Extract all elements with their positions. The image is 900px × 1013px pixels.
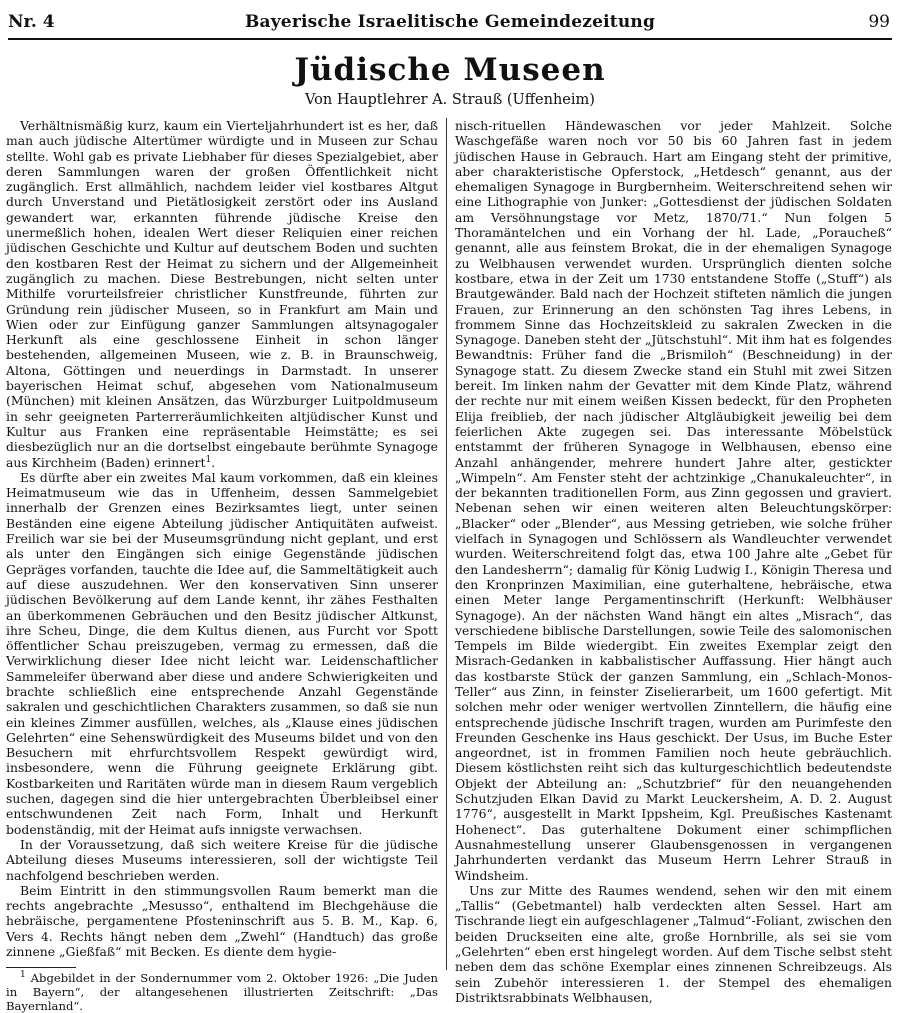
article-title: Jüdische Museen bbox=[294, 52, 606, 88]
header-rule bbox=[8, 38, 892, 40]
paragraph: Es dürfte aber ein zweites Mal kaum vorkommen, daß ein kleines Heimatmuseum wie das in Uffenheim, dessen Sammelgebiet innerhalb der Grenzen eines Bezirksamtes liegt, unter seinen Beständen eine eigene Abteilung jüdischer Antiquitäten aufweist. Freilich war sie bei der Museumsgründung nicht geplant, und erst als unter den Eingängen sich einige Gegenstände jüdischen Gepräges vorfanden, tauchte die Idee auf, die Sammeltätigkeit auch auf diese auszudehnen. Wer den konservativen Sinn unserer jüdischen Bevölkerung auf dem Lande kennt, ihr zähes Festhalten an überkommenen Gebräuchen und den Besitz jüdischer Altkunst, ihre Scheu, Dinge, die dem Kultus dienen, aus Furcht vor Spott öffentlicher Schau preiszugeben, vermag zu ermessen, daß die Verwirklichung dieser Idee nicht leicht war. Leidenschaftlicher Sammeleifer überwand aber diese und andere Schwierigkeiten und brachte schließlich eine entsprechende Anzahl Gegenstände sakralen und geschichtlichen Charakters zusammen, so daß sie nun ein kleines Zimmer ausfüllen, welches, als „Klause eines jüdischen Gelehrten“ eine Sehenswürdigkeit des Museums bildet und von den Besuchern mit ehrfurchtsvollem Respekt gewürdigt wird, insbesondere, wenn die Führung geeignete Erklärung gibt. Kostbarkeiten und Raritäten würde man in diesem Raum vergeblich suchen, dagegen sind die hier untergebrachten Überbleibsel einer entschwundenen Zeit nach Form, Inhalt und Herkunft bodenständig, mit der Heimat aufs innigste verwachsen. bbox=[6, 469, 438, 837]
footnote-text: Abgebildet in der Sondernummer vom 2. Oktober 1926: „Die Juden in Bayern“, der altangesehenen illustrierten Zeitschrift: „Das Bayernland“. bbox=[6, 971, 438, 1013]
issue-number: Nr. 4 bbox=[8, 12, 55, 32]
paragraph-text: Verhältnismäßig kurz, kaum ein Vierteljahrhundert ist es her, daß man auch jüdische Altertümer würdigte und in Museen zur Schau stellte. Wohl gab es private Liebhaber für dieses Spezialgebiet, aber deren Sammlungen waren der großen Öffentlichkeit nicht zugänglich. Erst allmählich, nachdem leider viel kostbares Altgut durch Unverstand und Pietätlosigkeit zerstört oder ins Ausland gewandert war, erkannten führende jüdische Kreise den unermeßlich hohen, idealen Wert dieser Reliquien einer reichen jüdischen Geschichte und Kultur auf deutschem Boden und suchten den kostbaren Rest der Heimat zu sichern und der Allgemeinheit zugänglich zu machen. Diese Bestrebungen, nicht selten unter Mithilfe vorurteilsfreier christlicher Kunstfreunde, führten zur Gründung rein jüdischer Museen, so in Frankfurt am Main und Wien oder zur Einfügung ganzer Sammlungen altsynagogaler Herkunft als eine geschlossene Einheit in schon länger bestehenden, allgemeinen Museen, wie z. B. in Braunschweig, Altona, Göttingen und neuerdings in Darmstadt. In unserer bayerischen Heimat schuf, abgesehen vom Nationalmuseum (München) mit kleinen Ansätzen, das Würzburger Luitpoldmuseum in sehr geeigneten Parterreräumlichkeiten altjüdischer Kunst und Kultur aus Franken eine repräsentable Heimstätte; es sei diesbezüglich nur an die dortselbst eingebaute berühmte Synagoge aus Kirchheim (Baden) erinnert bbox=[6, 118, 438, 470]
paragraph: Beim Eintritt in den stimmungsvollen Raum bemerkt man die rechts angebrachte „Mesusso“, enthaltend im Blechgehäuse die hebräische, pergamentene Pfosteninschrift aus 5. B. M., Kap. 6, Vers 4. Rechts hängt neben dem „Zwehl“ (Handtuch) das große zinnene „Gießfaß“ mit Becken. Es diente dem hygie- bbox=[6, 882, 438, 960]
article-byline: Von Hauptlehrer A. Strauß (Uffenheim) bbox=[305, 92, 595, 108]
paragraph: Verhältnismäßig kurz, kaum ein Vierteljahrhundert ist es her, daß man auch jüdische Altertümer würdigte und in Museen zur Schau stellte. Wohl gab es private Liebhaber für dieses Spezialgebiet, aber deren Sammlungen waren der großen Öffentlichkeit nicht zugänglich. Erst allmählich, nachdem leider viel kostbares Altgut durch Unverstand und Pietätlosigkeit zerstört oder ins Ausland gewandert war, erkannten führende jüdische Kreise den unermeßlich hohen, idealen Wert dieser Reliquien einer reichen jüdischen Geschichte und Kultur auf deutschem Boden und suchten den kostbaren Rest der Heimat zu sichern und der Allgemeinheit zugänglich zu machen. Diese Bestrebungen, nicht selten unter Mithilfe vorurteilsfreier christlicher Kunstfreunde, führten zur Gründung rein jüdischer Museen, so in Frankfurt am Main und Wien oder zur Einfügung ganzer Sammlungen altsynagogaler Herkunft als eine geschlossene Einheit in schon länger bestehenden, allgemeinen Museen, wie z. B. in Braunschweig, Altona, Göttingen und neuerdings in Darmstadt. In unserer bayerischen Heimat schuf, abgesehen vom Nationalmuseum (München) mit kleinen Ansätzen, das Würzburger Luitpoldmuseum in sehr geeigneten Parterreräumlichkeiten altjüdischer Kunst und Kultur aus Franken eine repräsentable Heimstätte; es sei diesbezüglich nur an die dortselbst eingebaute berühmte Synagoge aus Kirchheim (Baden) erinnert$^1$. bbox=[6, 118, 438, 470]
footnote-marker: 1 bbox=[20, 970, 26, 981]
page-number: 99 bbox=[868, 12, 890, 32]
footnote-divider bbox=[6, 967, 76, 968]
journal-name: Bayerische Israelitische Gemeindezeitung bbox=[244, 12, 656, 32]
paragraph: Uns zur Mitte des Raumes wendend, sehen wir den mit einem „Tallis“ (Gebetmantel) halb verdeckten alten Sessel. Hart am Tischrande liegt ein aufgeschlagener „Talmud“-Foliant, zwischen den beiden Druckseiten eine alte, große Hornbrille, als sei sie vom „Gelehrten“ eben erst hingelegt worden. Auf dem Tische selbst steht neben dem das schöne Exemplar eines zinnenen Schreibzeugs. Als sein Zubehör interessieren 1. der Stempel des ehemaligen Distriktsrabbinats Welbhausen, bbox=[455, 882, 892, 1005]
page-header bbox=[8, 6, 892, 36]
column-divider bbox=[446, 118, 447, 970]
footnote bbox=[6, 971, 438, 1013]
right-column bbox=[455, 118, 892, 1005]
footnote-reference: 1 bbox=[205, 454, 212, 465]
paragraph: In der Voraussetzung, daß sich weitere Kreise für die jüdische Abteilung dieses Museums interessieren, soll der wichtigste Teil nachfolgend beschrieben werden. bbox=[6, 836, 438, 883]
paragraph: nisch-rituellen Händewaschen vor jeder Mahlzeit. Solche Waschgefäße waren noch vor 50 bis 60 Jahren fast in jedem jüdischen Hause in Gebrauch. Hart am Eingang steht der primitive, aber charakteristische Opferstock, „Hetdesch“ genannt, aus der ehemaligen Synagoge in Burgbernheim. Weiterschreitend sehen wir eine Lithographie von Junker: „Gottesdienst der jüdischen Soldaten am Versöhnungstage vor Metz, 1870/71.“ Nun folgen 5 Thoramäntelchen und ein Vorhang der hl. Lade, „Poraucheß“ genannt, alle aus feinstem Brokat, die in der ehemaligen Synagoge zu Welbhausen verwendet wurden. Ursprünglich dienten solche kostbare, etwa in der Zeit um 1730 entstandene Stoffe („Stuff“) als Brautgewänder. Bald nach der Hochzeit stifteten nämlich die jungen Frauen, zur Erinnerung an den schönsten Tag ihres Lebens, in frommem Sinne das Hochzeitskleid zu sakralen Zwecken in die Synagoge. Daneben steht der „Jütschstuhl“. Mit ihm hat es folgendes Bewandtnis: Früher fand die „Brismiloh“ (Beschneidung) in der Synagoge statt. Zu diesem Zwecke stand ein Stuhl mit zwei Sitzen bereit. Im linken nahm der Gevatter mit dem Kinde Platz, während der rechte nur mit einem weißen Kissen bedeckt, für den Propheten Elija freiblieb, der nach jüdischer Altgläubigkeit jeweilig bei dem feierlichen Akte zugegen sei. Das interessante Möbelstück entstammt der früheren Synagoge in Welbhausen, ebenso eine Anzahl anhängender, mehrere hundert Jahre alter, gestickter „Wimpeln“. Am Fenster steht der achtzinkige „Chanukaleuchter“, in der bekannten traditionellen Form, aus Zinn gegossen und graviert. Nebenan sehen wir einen weiteren alten Beleuchtungskörper: „Blacker“ oder „Blender“, aus Messing getrieben, wie solche früher vielfach in Synagogen und Schlössern als Wandleuchter verwendet wurden. Weiterschreitend folgt das, etwa 100 Jahre alte „Gebet für den Landesherrn“; damalig für König Ludwig I., Königin Theresa und den Kronprinzen Maximilian, eine guterhaltene, hebräische, etwa einen Meter lange Pergamentinschrift (Herkunft: Welbhäuser Synagoge). An der nächsten Wand hängt ein altes „Misrach“, das verschiedene biblische Darstellungen, sowie Teile des salomonischen Tempels im Bilde wiedergibt. Ein zweites Exemplar zeigt den Misrach-Gedanken in kabbalistischer Auffassung. Hier hängt auch das kostbarste Stück der ganzen Sammlung, ein „Schlach-Monos-Teller“ aus Zinn, in feinster Ziselierarbeit, um 1600 gefertigt. Mit solchen mehr oder weniger wertvollen Zinntellern, die häufig eine entsprechende jüdische Inschrift tragen, wurden am Purimfeste den Freunden Geschenke ins Haus geschickt. Der Usus, im Buche Ester angeordnet, ist in frommen Familien noch heute gebräuchlich. Diesem köstlichsten reiht sich das kulturgeschichtlich bedeutendste Objekt der Abteilung an: „Schutzbrief“ für den neuangehenden Schutzjuden Elkan David zu Markt Leuckersheim, A. D. 2. August 1776“, ausgestellt in Markt Ippsheim, Kgl. Preußisches Kastenamt Hohenect“. Das guterhaltene Dokument einer schimpflichen Ausnahmestellung unserer Glaubensgenossen in vergangenen Jahrhunderten verdankt das Museum Herrn Lehrer Strauß in Windsheim. bbox=[455, 118, 892, 883]
left-column bbox=[6, 118, 438, 1013]
